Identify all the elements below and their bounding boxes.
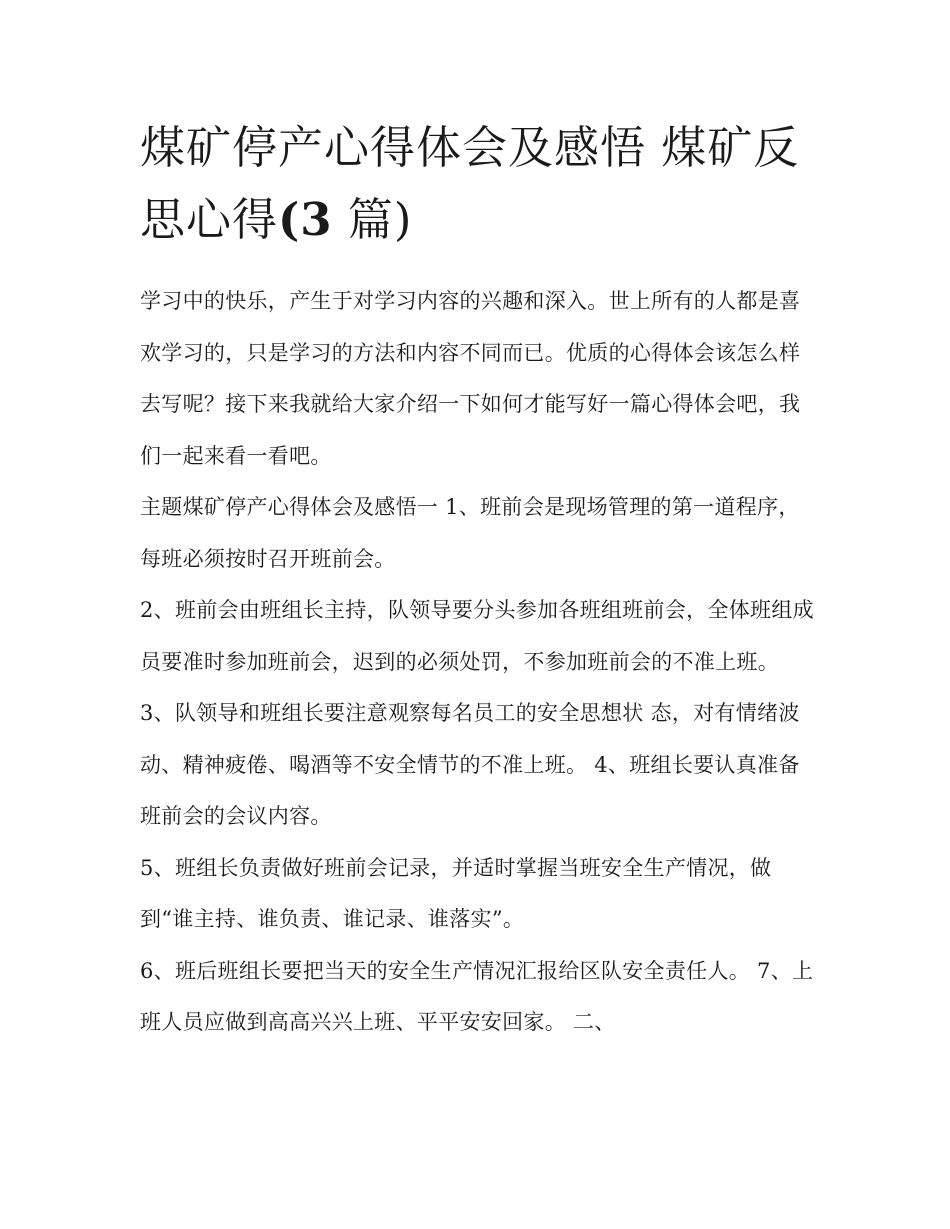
intro-paragraph: 学习中的快乐，产生于对学习内容的兴趣和深入。世上所有的人都是喜欢学习的，只是学习的方法和内容不同而已。优质的心得体会该怎么样去写呢？接下来我就给大家介绍一下如何才能写好一篇心得体会吧，我们一起来看一看吧。 xyxy=(140,289,801,468)
document-body xyxy=(140,276,820,1049)
document-title xyxy=(140,112,820,256)
paragraph-item-2: 2、班前会由班组长主持，队领导要分头参加各班组班前会，全体班组成员要准时参加班前会，迟到的必须处罚，不参加班前会的不准上班。 xyxy=(140,598,814,674)
title-suffix: 篇) xyxy=(332,193,413,246)
paragraph-item-5: 5、班组长负责做好班前会记录，并适时掌握当班安全生产情况，做到“谁主持、谁负责、谁记录、谁落实”。 xyxy=(140,855,772,931)
title-text: 煤矿停产心得体会及感悟 煤矿反思心得 xyxy=(140,121,800,246)
title-count: (3 xyxy=(278,193,333,246)
paragraph-item-1: 主题煤矿停产心得体会及感悟一 1、班前会是现场管理的第一道程序，每班必须按时召开班前会。 xyxy=(140,495,800,571)
document-page xyxy=(140,112,820,1049)
paragraph-item-3: 3、队领导和班组长要注意观察每名员工的安全思想状 态，对有情绪波动、精神疲倦、喝酒等不安全情节的不准上班。 4、班组长要认真准备班前会的会议内容。 xyxy=(140,701,800,828)
paragraph-item-6: 6、班后班组长要把当天的安全生产情况汇报给区队安全责任人。 7、上班人员应做到高高兴兴上班、平平安安回家。 二、 xyxy=(140,958,814,1034)
